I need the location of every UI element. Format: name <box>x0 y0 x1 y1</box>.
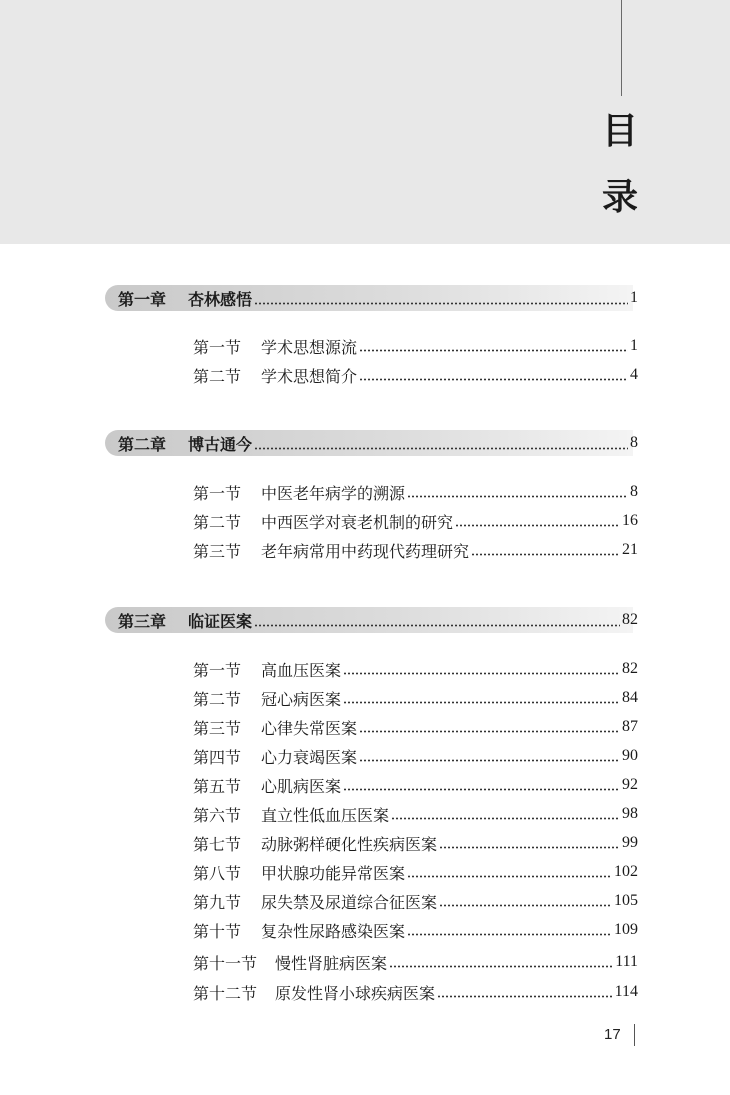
chapter-3-heading[interactable] <box>105 607 638 633</box>
toc-entry-3-1[interactable] <box>193 657 638 681</box>
toc-entry-1-2[interactable] <box>193 363 638 387</box>
toc-entry-3-9[interactable] <box>193 889 638 913</box>
page-footer <box>604 1024 644 1046</box>
section-page-number: 16 <box>622 512 638 529</box>
page-title-char-2: 录 <box>601 177 638 218</box>
chapter-number: 第三章 <box>118 611 167 631</box>
section-number: 第二节 <box>193 512 242 532</box>
section-page-number: 4 <box>630 366 638 383</box>
chapter-title: 临证医案 <box>188 611 253 631</box>
chapter-title: 博古通今 <box>188 434 253 454</box>
section-number: 第八节 <box>193 863 242 883</box>
dot-leader <box>455 524 620 527</box>
section-number: 第一节 <box>193 337 242 357</box>
section-title: 老年病常用中药现代药理研究 <box>261 541 470 561</box>
dot-leader <box>439 904 612 907</box>
footer-divider-line <box>634 1024 635 1046</box>
chapter-number: 第一章 <box>118 289 167 309</box>
section-page-number: 87 <box>622 718 638 735</box>
toc-entry-3-6[interactable] <box>193 802 638 826</box>
section-number: 第九节 <box>193 892 242 912</box>
toc-entry-2-1[interactable] <box>193 480 638 504</box>
section-page-number: 111 <box>615 953 638 970</box>
toc-entry-2-2[interactable] <box>193 509 638 533</box>
dot-leader <box>343 701 620 704</box>
chapter-1-heading[interactable] <box>105 285 638 311</box>
toc-entry-3-11[interactable] <box>193 950 638 974</box>
section-title: 心肌病医案 <box>261 776 342 796</box>
section-number: 第三节 <box>193 541 242 561</box>
chapter-page-number: 8 <box>630 434 638 451</box>
dot-leader <box>437 995 613 998</box>
section-page-number: 109 <box>614 921 638 938</box>
header-divider-line <box>621 0 622 96</box>
section-title: 尿失禁及尿道综合征医案 <box>261 892 438 912</box>
page-number: 17 <box>604 1026 621 1043</box>
section-page-number: 8 <box>630 483 638 500</box>
section-title: 慢性肾脏病医案 <box>275 953 388 973</box>
toc-entry-3-10[interactable] <box>193 918 638 942</box>
section-page-number: 92 <box>622 776 638 793</box>
section-number: 第六节 <box>193 805 242 825</box>
page-title-char-1: 目 <box>601 111 638 152</box>
dot-leader <box>343 788 620 791</box>
section-page-number: 84 <box>622 689 638 706</box>
dot-leader <box>407 495 628 498</box>
toc-entry-3-4[interactable] <box>193 744 638 768</box>
section-number: 第十二节 <box>193 983 258 1003</box>
section-page-number: 99 <box>622 834 638 851</box>
dot-leader <box>254 302 628 305</box>
section-page-number: 82 <box>622 660 638 677</box>
toc-entry-3-5[interactable] <box>193 773 638 797</box>
section-title: 甲状腺功能异常医案 <box>261 863 406 883</box>
toc-entry-2-3[interactable] <box>193 538 638 562</box>
chapter-page-number: 1 <box>630 289 638 306</box>
dot-leader <box>359 349 628 352</box>
dot-leader <box>359 759 620 762</box>
toc-entry-3-12[interactable] <box>193 980 638 1004</box>
section-title: 冠心病医案 <box>261 689 342 709</box>
toc-entry-3-2[interactable] <box>193 686 638 710</box>
section-number: 第二节 <box>193 366 242 386</box>
section-page-number: 1 <box>630 337 638 354</box>
dot-leader <box>407 933 612 936</box>
dot-leader <box>391 817 620 820</box>
section-page-number: 21 <box>622 541 638 558</box>
dot-leader <box>343 672 620 675</box>
section-title: 学术思想源流 <box>261 337 358 357</box>
dot-leader <box>254 624 620 627</box>
toc-entry-3-8[interactable] <box>193 860 638 884</box>
section-number: 第一节 <box>193 660 242 680</box>
section-number: 第三节 <box>193 718 242 738</box>
section-title: 高血压医案 <box>261 660 342 680</box>
section-number: 第二节 <box>193 689 242 709</box>
dot-leader <box>389 965 613 968</box>
section-number: 第十一节 <box>193 953 258 973</box>
section-title: 中医老年病学的溯源 <box>261 483 406 503</box>
section-page-number: 98 <box>622 805 638 822</box>
section-page-number: 102 <box>614 863 638 880</box>
section-number: 第四节 <box>193 747 242 767</box>
section-title: 复杂性尿路感染医案 <box>261 921 406 941</box>
section-page-number: 114 <box>614 983 638 1000</box>
section-page-number: 90 <box>622 747 638 764</box>
section-number: 第十节 <box>193 921 242 941</box>
section-title: 直立性低血压医案 <box>261 805 390 825</box>
dot-leader <box>359 378 628 381</box>
section-number: 第七节 <box>193 834 242 854</box>
dot-leader <box>254 447 628 450</box>
section-title: 学术思想简介 <box>261 366 358 386</box>
dot-leader <box>359 730 620 733</box>
section-title: 动脉粥样硬化性疾病医案 <box>261 834 438 854</box>
chapter-title: 杏林感悟 <box>188 289 253 309</box>
section-title: 中西医学对衰老机制的研究 <box>261 512 454 532</box>
section-title: 原发性肾小球疾病医案 <box>275 983 436 1003</box>
toc-entry-3-3[interactable] <box>193 715 638 739</box>
section-number: 第五节 <box>193 776 242 796</box>
dot-leader <box>471 553 620 556</box>
section-number: 第一节 <box>193 483 242 503</box>
chapter-page-number: 82 <box>622 611 638 628</box>
toc-entry-3-7[interactable] <box>193 831 638 855</box>
section-title: 心律失常医案 <box>261 718 358 738</box>
chapter-2-heading[interactable] <box>105 430 638 456</box>
chapter-number: 第二章 <box>118 434 167 454</box>
toc-entry-1-1[interactable] <box>193 334 638 358</box>
dot-leader <box>439 846 620 849</box>
section-page-number: 105 <box>614 892 638 909</box>
dot-leader <box>407 875 612 878</box>
section-title: 心力衰竭医案 <box>261 747 358 767</box>
